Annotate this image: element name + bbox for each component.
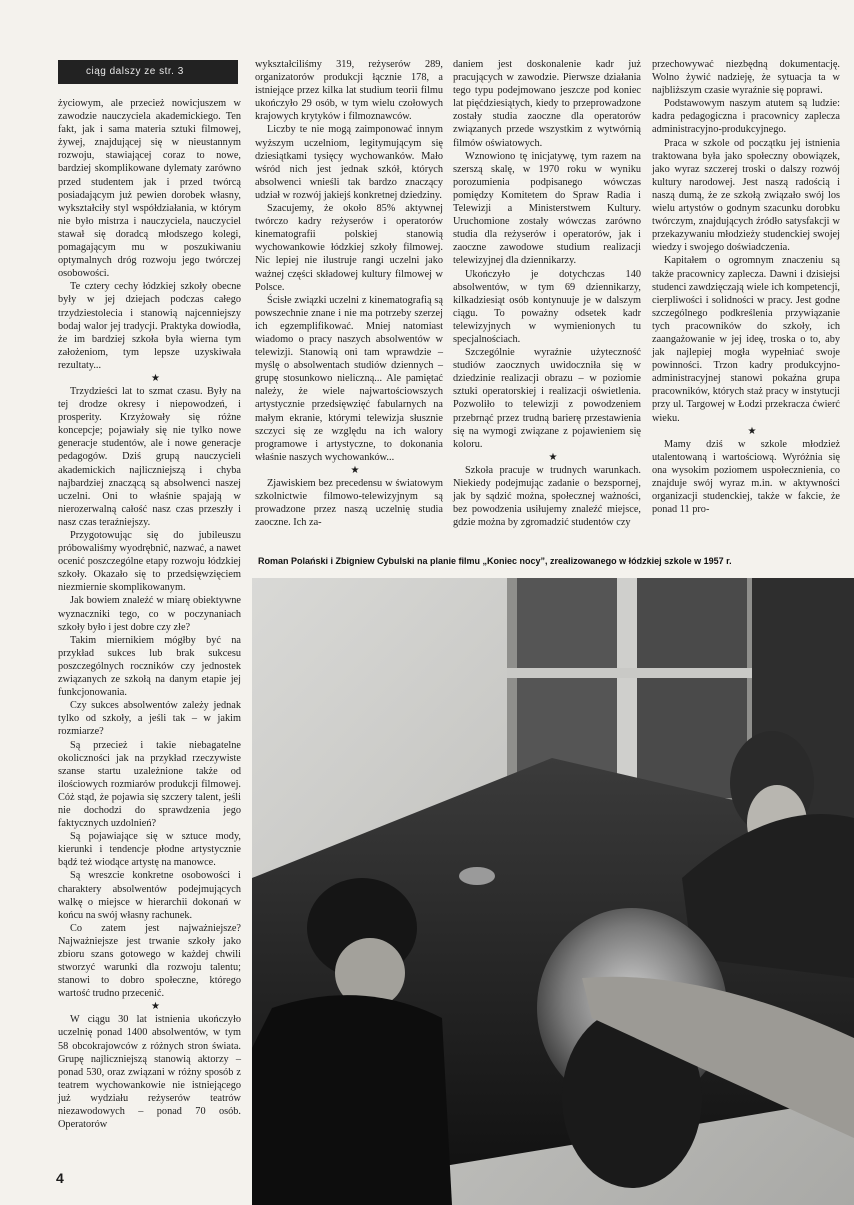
page-number: 4 [56,1170,64,1186]
article-paragraph: Wznowiono tę inicjatywę, tym razem na szerszą skalę, w 1970 roku w wyniku porozumienia podpisanego wówczas pomiędzy Komitetem do Spraw Radia i Telewizji a Ministerstwem Kultury. Uruchomione zostały wówczas zarówno studia dla reżyserów i operatorów, jak i zaoczne zawodowe studium realizacji telewizyjnej dla dziennikarzy. [453,150,641,267]
article-paragraph: Ukończyło je dotychczas 140 absolwentów, w tym 69 dziennikarzy, kilkadziesiąt osób kontynuuje je w dalszym ciągu. To poważny odsetek kadr telewizyjnych w wymienionych tu specjalnościach. [453,268,641,345]
article-paragraph: życiowym, ale przecież nowicjuszem w zawodzie nauczyciela akademickiego. Ten fakt, jak i sama materia sztuki filmowej, żywej, znajdującej się w nieustannym rozwoju, stawiającej coraz to nowe, bardziej skomplikowane dylematy zarówno przed studentem jak i przed twórcą posiadającym już pewien dorobek własny, wykształciły styl współdziałania, w którym nie było mistrza i nauczyciela, nauczyciel stawał się doradcą młodszego kolegi, pomagającym mu w poszukiwaniu optymalnych dróg rozwoju jego twórczej osobowości. [58,98,241,280]
article-paragraph: Są przecież i takie niebagatelne okoliczności jak na przykład rzeczywiste szanse startu uzależnione także od ilościowych rozmiarów produkcji filmowej. Cóż stąd, że pojawia się szczery talent, jeśli nie dochodzi do sprawdzenia jego faktycznych uzdolnień? [58,739,241,830]
article-paragraph: Takim miernikiem mógłby być na przykład sukces lub brak sukcesu poszczególnych roczników czy jednostek związanych ze szkołą na danym etapie jej funkcjonowania. [58,634,241,699]
section-divider-star: ★ [747,425,757,437]
article-paragraph: Szkoła pracuje w trudnych warunkach. Niekiedy podejmując zadanie o bezspornej, jak by sądzić można, społecznej ważności, bez powodzenia usiłujemy znaleźć miejsce, gdzie można by zgromadzić studentów czy [453,464,641,529]
article-column-2 [255,58,443,529]
article-paragraph: Szacujemy, że około 85% aktywnej twórczo kadry reżyserów i operatorów kinematografii polskiej stanowią wychowankowie łódzkiej szkoły filmowej. Nic lepiej nie ilustruje rangi uczelni jako ważnej części składowej kultury filmowej w Polsce. [255,203,443,293]
article-paragraph: Szczególnie wyraźnie użyteczność studiów zaocznych uwidoczniła się w dziedzinie realizacji obrazu – w poziomie sztuki operatorskiej i realizacji oświetlenia. Pozwoliło to telewizji z powodzeniem przebrnąć przez trudną barierę przestawienia się na wymogi związane z pojawieniem się koloru. [453,347,641,450]
article-paragraph: Co zatem jest najważniejsze? Najważniejsze jest trwanie szkoły jako zbioru szans gotowego w każdej chwili stworzyć warunki dla rozwoju talentu; stanowi to dobro społeczne, którego wartość trudno przecenić. [58,922,241,1000]
article-paragraph: Są pojawiające się w sztuce mody, kierunki i tendencje płodne artystycznie bądź też wiodące artystę na manowce. [58,831,241,869]
article-paragraph: Te cztery cechy łódzkiej szkoły obecne były w jej dziejach podczas całego trzydziestolecia i stanowią najcenniejszy bodaj walor jej tradycji. Praktyka dowiodła, że im bardziej szkoła była wierna tym założeniom, tym lepsze uzyskiwała rezultaty... [58,281,241,371]
article-paragraph: Mamy dziś w szkole młodzież utalentowaną i wartościową. Wyróżnia się ona wysokim poziomem uspołecznienia, co znajduje swój wyraz m.in. w aktywności organizacji studenckiej, także w fakcie, że ponad 11 pro- [652,438,840,516]
article-paragraph: W ciągu 30 lat istnienia ukończyło uczelnię ponad 1400 absolwentów, w tym 58 obcokrajowców z różnych stron świata. Grupę najliczniejszą stanowią aktorzy – ponad 530, oraz związani w różny sposób z teatrem wychowankowie nie istniejącego już wydziału reżyserów teatrów niezawodowych – ponad 70 osób. Operatorów [58,1014,241,1131]
article-paragraph: Kapitałem o ogromnym znaczeniu są także pracownicy zaplecza. Dawni i dzisiejsi studenci zawdzięczają wiele ich kompetencji, cierpliwości i solidności w pracy. Jest godne szczególnego podkreślenia przywiązanie tych pracowników do szkoły, ich zaangażowanie w jej ideę, troska o to, aby jak najlepiej mogła wypełniać swoje powinności. Trzon kadry produkcyjno-administracyjnej stanowi pokaźna grupa pracowników, których staż pracy w instytucji przy ul. Targowej w Łodzi przekracza ćwierć wieku. [652,255,840,424]
article-column-3 [453,58,641,529]
article-paragraph: Podstawowym naszym atutem są ludzie: kadra pedagogiczna i pracownicy zaplecza administracyjno-produkcyjnego. [652,98,840,136]
photo-caption: Roman Polański i Zbigniew Cybulski na planie filmu „Koniec nocy”, zrealizowanego w łódzkiej szkole w 1957 r. [258,556,732,566]
section-divider-star: ★ [151,372,160,384]
article-paragraph: daniem jest doskonalenie kadr już pracujących w zawodzie. Pierwsze działania tego typu podejmowano jeszcze pod koniec lat pięćdziesiątych, kiedy to przeprowadzone zostały studia zaoczne dla operatorów związanych przede wszystkim z wytwórnią filmów oświatowych. [453,59,641,149]
film-still-photo [252,578,854,1205]
article-paragraph: wykształciliśmy 319, reżyserów 289, organizatorów produkcji łącznie 178, a istniejące przez kilka lat studium teorii filmu ukończyło 29 osób, w tym wielu czołowych krajowych krytyków i filmoznawców. [255,59,443,123]
article-paragraph: Zjawiskiem bez precedensu w światowym szkolnictwie filmowo-telewizyjnym są prowadzone przez naszą uczelnię studia zaoczne. Ich za- [255,477,443,529]
continued-from-banner: ciąg dalszy ze str. 3 [58,60,238,84]
section-divider-star: ★ [151,1001,160,1013]
article-column-4 [652,58,840,516]
article-paragraph: Liczby te nie mogą zaimponować innym wyższym uczelniom, legitymującym się dziesiątkami tysięcy wychowanków. Mało wśród nich jest jednak szkół, których absolwenci wnieśli tak bardzo znaczący udział w rozwój jakiejś konkretnej dziedziny. [255,124,443,201]
article-paragraph: Ścisłe związki uczelni z kinematografią są powszechnie znane i nie ma potrzeby szerzej ich egzemplifikować. Mniej natomiast wiadomo o pracy naszych absolwentów w telewizji. Stanowią oni tam wprawdzie – myślę o absolwentach studiów dziennych – grupę stosunkowo nieliczną... Ale pamiętać należy, że wiele najwartościowszych artystycznie przedsięwzięć fabularnych na małym ekranie, którymi telewizja słusznie szczyci się ze względu na ich walory programowe i artystyczne, to dokonania właśnie naszych wychowanków... [255,294,443,463]
section-divider-star: ★ [350,464,360,476]
article-paragraph: przechowywać niezbędną dokumentację. Wolno żywić nadzieję, że sytuacja ta w najbliższym czasie wyraźnie się poprawi. [652,59,840,97]
article-paragraph: Trzydzieści lat to szmat czasu. Były na tej drodze okresy i niepowodzeń, i prosperity. Krzyżowały się różne koncepcje; pojawiały się nie tylko nowe generacje studentów, ale i nowe generacje pedagogów. Dziś grupą nauczycieli akademickich najliczniejszą i chyba najbardziej znaczącą są absolwenci naszej uczelni. Oni to właśnie spajają w nierozerwalną całość nasz czas przeszły i nasz czas teraźniejszy. [58,385,241,528]
article-paragraph: Przygotowując się do jubileuszu próbowaliśmy wyodrębnić, nazwać, a nawet ocenić poszczególne etapy rozwoju łódzkiej szkoły. Okazało się to przedsięwzięciem niezmiernie skomplikowanym. [58,530,241,594]
article-paragraph: Praca w szkole od początku jej istnienia traktowana była jako społeczny obowiązek, jako wyraz szczerej troski o dalszy rozwój kultury narodowej. Jest naszą radością i naszą dumą, że ze szkołą związało swój los wielu artystów o godnym szacunku dorobku twórczym, znajdujących źródło satysfakcji w przekazywaniu młodzieży studenckiej swojej wiedzy i swojego doświadczenia. [652,137,840,254]
article-paragraph: Są wreszcie konkretne osobowości i charaktery absolwentów podejmujących walkę o miejsce w hierarchii dokonań w końcu na swój własny rachunek. [58,870,241,921]
article-paragraph: Jak bowiem znaleźć w miarę obiektywne wyznaczniki tego, co w poczynaniach szkoły było i jest dobre czy złe? [58,595,241,633]
section-divider-star: ★ [548,451,558,463]
article-column-1 [58,97,241,1131]
article-paragraph: Czy sukces absolwentów zależy jednak tylko od szkoły, a jeśli tak – w jakim rozmiarze? [58,700,241,738]
